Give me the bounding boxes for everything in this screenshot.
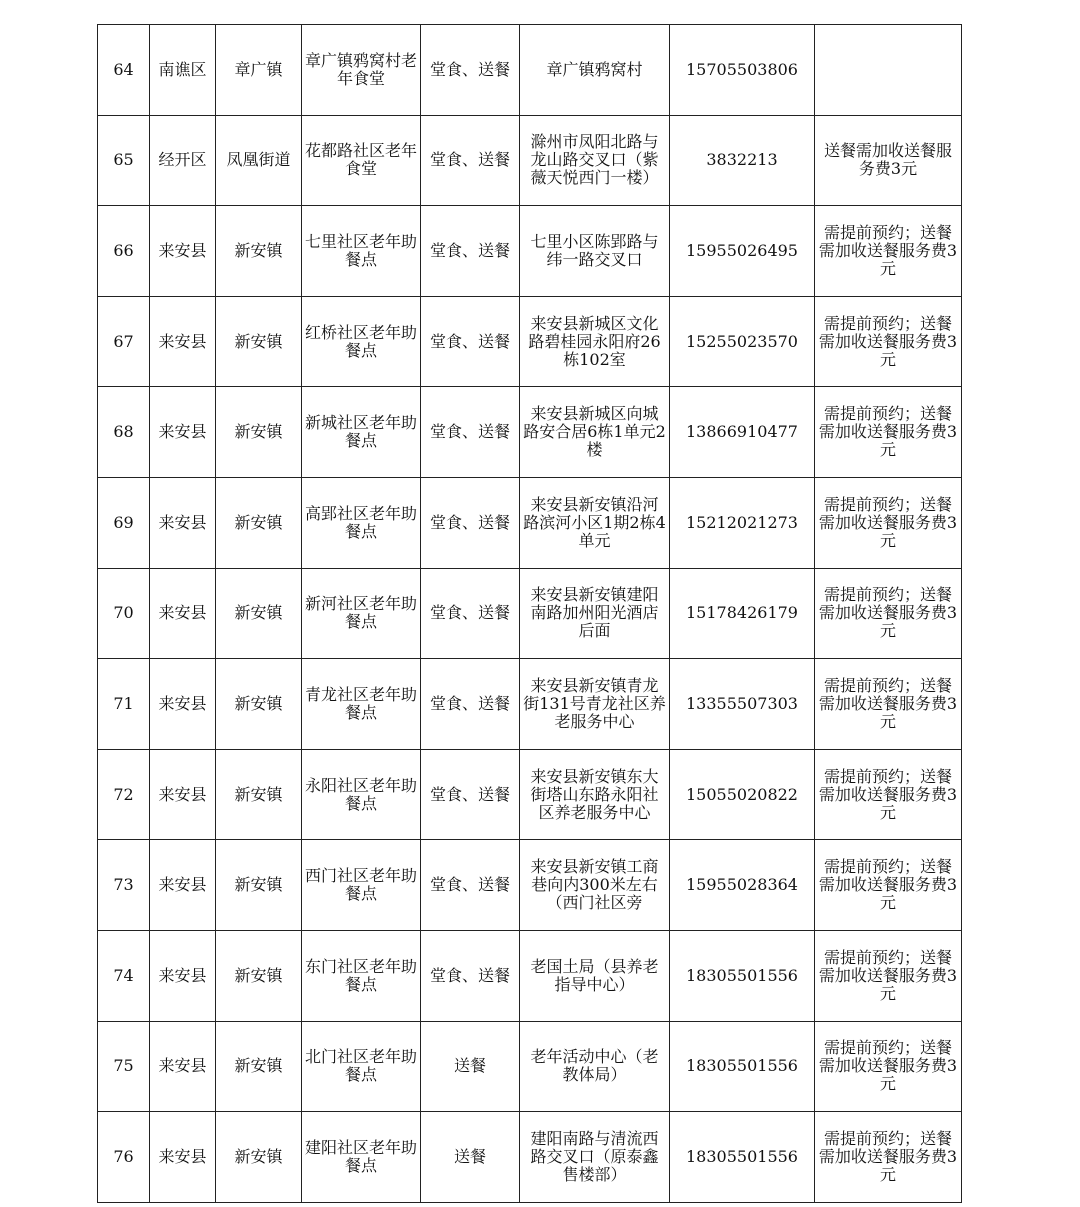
- meal-point-name-cell: 西门社区老年助餐点: [302, 840, 421, 931]
- phone-cell: 13355507303: [670, 659, 815, 750]
- district-cell: 来安县: [150, 1112, 216, 1203]
- town-cell: 章广镇: [216, 25, 302, 116]
- phone-cell: 15255023570: [670, 296, 815, 387]
- table-row: [98, 387, 962, 478]
- table-body: [98, 25, 962, 1203]
- note-cell: 需提前预约；送餐需加收送餐服务费3元: [815, 387, 962, 478]
- address-cell: 来安县新城区文化路碧桂园永阳府26栋102室: [520, 296, 670, 387]
- district-cell: 来安县: [150, 477, 216, 568]
- note-cell: 需提前预约；送餐需加收送餐服务费3元: [815, 568, 962, 659]
- address-cell: 建阳南路与清流西路交叉口（原泰鑫售楼部）: [520, 1112, 670, 1203]
- service-type-cell: 堂食、送餐: [421, 115, 520, 206]
- service-type-cell: 堂食、送餐: [421, 930, 520, 1021]
- table-row: [98, 749, 962, 840]
- table-row: [98, 1021, 962, 1112]
- note-cell: 需提前预约；送餐需加收送餐服务费3元: [815, 206, 962, 297]
- district-cell: 来安县: [150, 840, 216, 931]
- note-cell: 送餐需加收送餐服务费3元: [815, 115, 962, 206]
- table-row: [98, 477, 962, 568]
- service-type-cell: 堂食、送餐: [421, 387, 520, 478]
- town-cell: 新安镇: [216, 930, 302, 1021]
- note-cell: 需提前预约；送餐需加收送餐服务费3元: [815, 930, 962, 1021]
- note-cell: 需提前预约；送餐需加收送餐服务费3元: [815, 659, 962, 750]
- table-row: [98, 206, 962, 297]
- row-number-cell: 74: [98, 930, 150, 1021]
- meal-point-name-cell: 东门社区老年助餐点: [302, 930, 421, 1021]
- town-cell: 新安镇: [216, 568, 302, 659]
- district-cell: 来安县: [150, 206, 216, 297]
- address-cell: 来安县新安镇青龙街131号青龙社区养老服务中心: [520, 659, 670, 750]
- service-type-cell: 堂食、送餐: [421, 206, 520, 297]
- town-cell: 新安镇: [216, 840, 302, 931]
- phone-cell: 15055020822: [670, 749, 815, 840]
- service-type-cell: 送餐: [421, 1112, 520, 1203]
- table-row: [98, 568, 962, 659]
- district-cell: 来安县: [150, 568, 216, 659]
- row-number-cell: 67: [98, 296, 150, 387]
- meal-service-table: [97, 24, 962, 1203]
- table-row: [98, 25, 962, 116]
- note-cell: [815, 25, 962, 116]
- meal-point-name-cell: 七里社区老年助餐点: [302, 206, 421, 297]
- phone-cell: 18305501556: [670, 930, 815, 1021]
- row-number-cell: 70: [98, 568, 150, 659]
- town-cell: 凤凰街道: [216, 115, 302, 206]
- service-type-cell: 堂食、送餐: [421, 659, 520, 750]
- meal-point-name-cell: 北门社区老年助餐点: [302, 1021, 421, 1112]
- phone-cell: 3832213: [670, 115, 815, 206]
- row-number-cell: 68: [98, 387, 150, 478]
- town-cell: 新安镇: [216, 659, 302, 750]
- district-cell: 来安县: [150, 1021, 216, 1112]
- table-row: [98, 659, 962, 750]
- row-number-cell: 73: [98, 840, 150, 931]
- note-cell: 需提前预约；送餐需加收送餐服务费3元: [815, 477, 962, 568]
- note-cell: 需提前预约；送餐需加收送餐服务费3元: [815, 749, 962, 840]
- meal-point-name-cell: 红桥社区老年助餐点: [302, 296, 421, 387]
- address-cell: 章广镇鸦窝村: [520, 25, 670, 116]
- phone-cell: 18305501556: [670, 1021, 815, 1112]
- district-cell: 来安县: [150, 749, 216, 840]
- district-cell: 来安县: [150, 296, 216, 387]
- phone-cell: 15178426179: [670, 568, 815, 659]
- phone-cell: 18305501556: [670, 1112, 815, 1203]
- service-type-cell: 堂食、送餐: [421, 477, 520, 568]
- service-type-cell: 堂食、送餐: [421, 296, 520, 387]
- table-row: [98, 930, 962, 1021]
- table-row: [98, 840, 962, 931]
- note-cell: 需提前预约；送餐需加收送餐服务费3元: [815, 1021, 962, 1112]
- meal-point-name-cell: 建阳社区老年助餐点: [302, 1112, 421, 1203]
- row-number-cell: 66: [98, 206, 150, 297]
- service-type-cell: 送餐: [421, 1021, 520, 1112]
- phone-cell: 13866910477: [670, 387, 815, 478]
- address-cell: 来安县新安镇东大街塔山东路永阳社区养老服务中心: [520, 749, 670, 840]
- meal-point-name-cell: 章广镇鸦窝村老年食堂: [302, 25, 421, 116]
- phone-cell: 15705503806: [670, 25, 815, 116]
- service-type-cell: 堂食、送餐: [421, 749, 520, 840]
- row-number-cell: 64: [98, 25, 150, 116]
- service-type-cell: 堂食、送餐: [421, 840, 520, 931]
- row-number-cell: 72: [98, 749, 150, 840]
- address-cell: 滁州市凤阳北路与龙山路交叉口（紫薇天悦西门一楼）: [520, 115, 670, 206]
- note-cell: 需提前预约；送餐需加收送餐服务费3元: [815, 840, 962, 931]
- town-cell: 新安镇: [216, 387, 302, 478]
- row-number-cell: 75: [98, 1021, 150, 1112]
- phone-cell: 15212021273: [670, 477, 815, 568]
- address-cell: 老年活动中心（老教体局）: [520, 1021, 670, 1112]
- meal-point-name-cell: 青龙社区老年助餐点: [302, 659, 421, 750]
- service-type-cell: 堂食、送餐: [421, 568, 520, 659]
- district-cell: 南谯区: [150, 25, 216, 116]
- address-cell: 来安县新安镇沿河路滨河小区1期2栋4单元: [520, 477, 670, 568]
- town-cell: 新安镇: [216, 1021, 302, 1112]
- row-number-cell: 65: [98, 115, 150, 206]
- town-cell: 新安镇: [216, 477, 302, 568]
- row-number-cell: 71: [98, 659, 150, 750]
- town-cell: 新安镇: [216, 206, 302, 297]
- meal-point-name-cell: 高郢社区老年助餐点: [302, 477, 421, 568]
- address-cell: 七里小区陈郢路与纬一路交叉口: [520, 206, 670, 297]
- district-cell: 经开区: [150, 115, 216, 206]
- table-row: [98, 296, 962, 387]
- service-type-cell: 堂食、送餐: [421, 25, 520, 116]
- town-cell: 新安镇: [216, 749, 302, 840]
- row-number-cell: 69: [98, 477, 150, 568]
- address-cell: 来安县新安镇工商巷向内300米左右（西门社区旁: [520, 840, 670, 931]
- district-cell: 来安县: [150, 659, 216, 750]
- address-cell: 来安县新安镇建阳南路加州阳光酒店后面: [520, 568, 670, 659]
- phone-cell: 15955028364: [670, 840, 815, 931]
- district-cell: 来安县: [150, 387, 216, 478]
- meal-point-name-cell: 新城社区老年助餐点: [302, 387, 421, 478]
- district-cell: 来安县: [150, 930, 216, 1021]
- note-cell: 需提前预约；送餐需加收送餐服务费3元: [815, 296, 962, 387]
- meal-point-name-cell: 新河社区老年助餐点: [302, 568, 421, 659]
- town-cell: 新安镇: [216, 296, 302, 387]
- address-cell: 来安县新城区向城路安合居6栋1单元2楼: [520, 387, 670, 478]
- meal-point-name-cell: 永阳社区老年助餐点: [302, 749, 421, 840]
- note-cell: 需提前预约；送餐需加收送餐服务费3元: [815, 1112, 962, 1203]
- address-cell: 老国土局（县养老指导中心）: [520, 930, 670, 1021]
- town-cell: 新安镇: [216, 1112, 302, 1203]
- table-row: [98, 115, 962, 206]
- phone-cell: 15955026495: [670, 206, 815, 297]
- row-number-cell: 76: [98, 1112, 150, 1203]
- table-row: [98, 1112, 962, 1203]
- meal-point-name-cell: 花都路社区老年食堂: [302, 115, 421, 206]
